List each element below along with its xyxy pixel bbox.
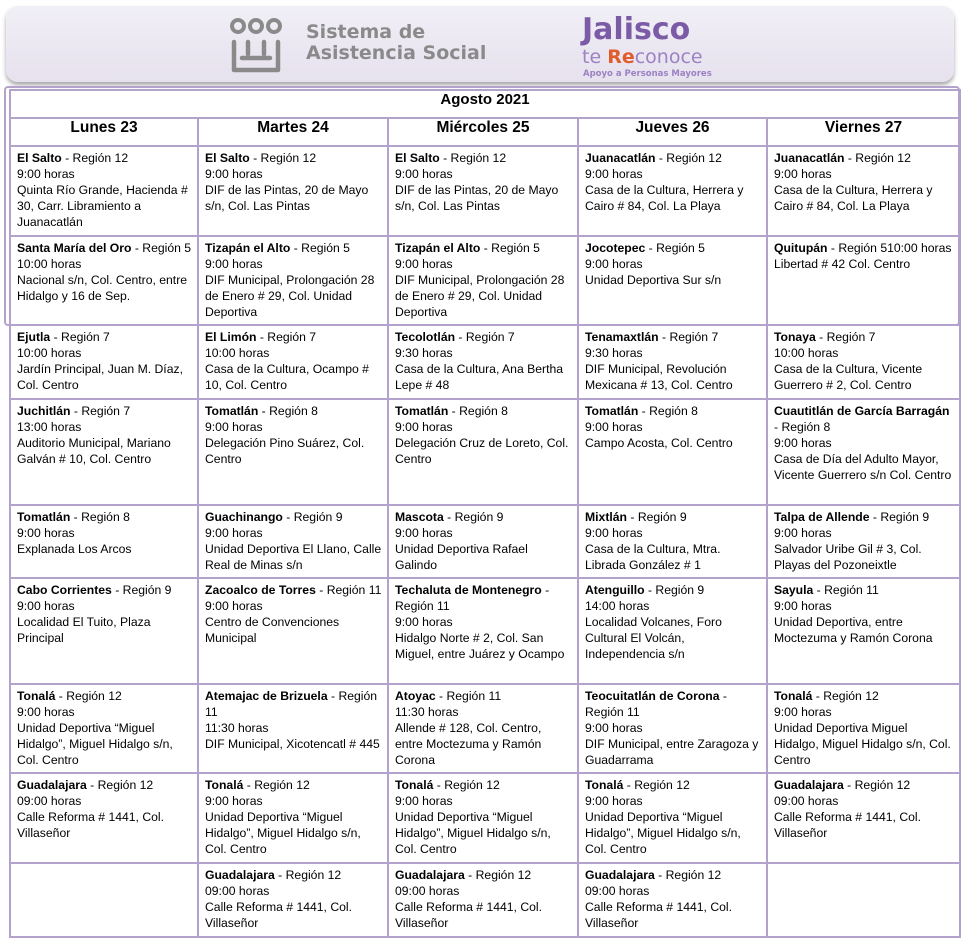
month-title: Agosto 2021 xyxy=(10,90,960,118)
event-heading xyxy=(585,403,761,419)
event-address: Unidad Deportiva Rafael Galindo xyxy=(395,542,528,572)
schedule-row xyxy=(10,684,960,773)
event-place: Guadalajara xyxy=(17,778,87,792)
event-time: 9:00 horas xyxy=(17,526,75,540)
event-address: Jardín Principal, Juan M. Díaz, Col. Centro xyxy=(17,362,183,392)
day-header-row xyxy=(10,118,960,146)
event-place: Mascota xyxy=(395,510,444,524)
day-header: Jueves 26 xyxy=(578,118,767,146)
event-time: 14:00 horas xyxy=(585,599,650,613)
event-heading xyxy=(395,867,572,883)
event-heading xyxy=(17,582,192,598)
day-header: Martes 24 xyxy=(198,118,388,146)
event-place: Tomatlán xyxy=(17,510,71,524)
event-address: Unidad Deportiva “Miguel Hidalgo”, Miguel Hidalgo s/n, Col. Centro xyxy=(17,721,173,767)
jalisco-logo-subtitle xyxy=(582,47,703,67)
event-address: Allende # 128, Col. Centro, entre Moctezuma y Ramón Corona xyxy=(395,721,542,767)
event-region: - Región 12 xyxy=(464,868,532,882)
event-time: 9:00 horas xyxy=(17,167,75,181)
event-place: Tomatlán xyxy=(395,404,449,418)
event-heading xyxy=(205,329,382,345)
jalisco-logo-title: Jalisco xyxy=(582,12,691,47)
event-address: Calle Reforma # 1441, Col. Villaseñor xyxy=(585,900,732,930)
event-region: - Región 12 xyxy=(61,151,129,165)
event-cell xyxy=(388,325,578,399)
event-time: 09:00 horas xyxy=(205,884,270,898)
event-time: 9:00 horas xyxy=(774,705,832,719)
event-region: - Región 12 xyxy=(86,778,154,792)
event-cell xyxy=(767,773,960,863)
event-cell xyxy=(767,684,960,773)
event-region: - Región 11 xyxy=(205,689,378,719)
event-region: - Región 8 xyxy=(774,420,831,434)
event-cell xyxy=(198,863,388,937)
event-heading xyxy=(395,582,572,614)
event-address: DIF Municipal, Prolongación 28 de Enero # 29, Col. Unidad Deportiva xyxy=(205,273,375,319)
event-cell xyxy=(578,505,767,578)
event-cell xyxy=(578,773,767,863)
event-cell xyxy=(10,773,198,863)
event-address: Unidad Deportiva “Miguel Hidalgo”, Miguel Hidalgo s/n, Col. Centro xyxy=(205,810,361,856)
event-address: Quinta Río Grande, Hacienda # 30, Carr. Libramiento a Juanacatlán xyxy=(17,183,188,229)
event-time: 9:00 horas xyxy=(17,705,75,719)
event-place: Guadalajara xyxy=(395,868,465,882)
event-region: - Región 12 xyxy=(843,778,911,792)
event-region: - Región 12 xyxy=(844,151,911,165)
event-place: Atoyac xyxy=(395,689,436,703)
event-heading xyxy=(585,509,761,525)
schedule-row xyxy=(10,863,960,937)
event-address: DIF Municipal, Revolución Mexicana # 13, Col. Centro xyxy=(585,362,733,392)
event-time: 9:00 horas xyxy=(395,526,453,540)
event-time: 9:00 horas xyxy=(585,526,643,540)
event-region: - Región 11 xyxy=(813,583,879,597)
event-address: Unidad Deportiva “Miguel Hidalgo”, Miguel Hidalgo s/n, Col. Centro xyxy=(585,810,741,856)
event-region: - Región 12 xyxy=(655,151,722,165)
event-heading xyxy=(585,240,761,256)
event-time: 9:00 horas xyxy=(585,721,643,735)
event-address: Centro de Convenciones Municipal xyxy=(205,615,340,645)
schedule-row xyxy=(10,325,960,399)
event-address: Nacional s/n, Col. Centro, entre Hidalgo y 16 de Sep. xyxy=(17,273,188,303)
event-region: - Región 7 xyxy=(70,404,131,418)
event-region: - Región 7 xyxy=(256,330,317,344)
event-address: Casa de la Cultura, Ana Bertha Lepe # 48 xyxy=(395,362,564,392)
event-time: 09:00 horas xyxy=(17,794,82,808)
event-time: 10:00 horas xyxy=(17,346,82,360)
event-place: Tenamaxtlán xyxy=(585,330,659,344)
event-address: Calle Reforma # 1441, Col. Villaseñor xyxy=(395,900,542,930)
event-time: 9:00 horas xyxy=(205,526,263,540)
event-time: 9:00 horas xyxy=(585,794,643,808)
event-region: - Región 11 xyxy=(395,583,550,613)
event-place: Jocotepec xyxy=(585,241,646,255)
event-cell xyxy=(10,863,198,937)
event-place: Guachinango xyxy=(205,510,283,524)
event-region: - Región 7 xyxy=(815,330,876,344)
event-address: DIF Municipal, Prolongación 28 de Enero # 29, Col. Unidad Deportiva xyxy=(395,273,565,319)
event-heading xyxy=(395,240,572,256)
subtitle-pre: te xyxy=(582,46,608,68)
event-cell xyxy=(10,684,198,773)
event-region: - Región 12 xyxy=(433,778,500,792)
event-address: Casa de la Cultura, Herrera y Cairo # 84, Col. La Playa xyxy=(585,183,744,213)
event-cell xyxy=(767,863,960,937)
event-heading xyxy=(774,688,954,704)
event-address: Delegación Cruz de Loreto, Col. Centro xyxy=(395,436,569,466)
event-heading xyxy=(17,688,192,704)
event-region: - Región 9 xyxy=(443,510,504,524)
event-address: Unidad Deportiva El Llano, Calle Real de Minas s/n xyxy=(205,542,382,572)
event-address: DIF Municipal, Xicotencatl # 445 xyxy=(205,737,380,751)
event-heading xyxy=(17,777,192,793)
event-place: Juanacatlán xyxy=(774,151,845,165)
event-region: - Región 11 xyxy=(585,689,727,719)
event-heading xyxy=(395,509,572,525)
event-region: - Región 9 xyxy=(111,583,172,597)
event-region: - Región 12 xyxy=(623,778,690,792)
event-address: DIF de las Pintas, 20 de Mayo s/n, Col. Las Pintas xyxy=(205,183,369,213)
event-heading xyxy=(205,150,382,166)
schedule-table xyxy=(9,89,961,938)
event-cell xyxy=(578,146,767,236)
event-time: 9:00 horas xyxy=(17,599,75,613)
event-heading xyxy=(774,777,954,793)
event-place: Santa María del Oro xyxy=(17,241,132,255)
event-cell xyxy=(10,578,198,684)
event-region: - Región 7 xyxy=(455,330,515,344)
schedule-row xyxy=(10,236,960,325)
event-heading xyxy=(395,777,572,793)
event-time: 10:00 horas xyxy=(205,346,270,360)
event-region: - Región 9 xyxy=(644,583,705,597)
event-region: - Región 5 xyxy=(131,241,192,255)
event-region: - Región 11 xyxy=(435,689,502,703)
event-place: Tomatlán xyxy=(205,404,259,418)
event-region: - Región 12 xyxy=(243,778,310,792)
event-region: - Región 5 xyxy=(480,241,540,255)
event-place: El Salto xyxy=(205,151,250,165)
dif-logo-text xyxy=(306,22,486,64)
event-region: - Región 8 xyxy=(258,404,318,418)
event-place: Juchitlán xyxy=(17,404,71,418)
event-heading xyxy=(17,150,192,166)
event-address: Calle Reforma # 1441, Col. Villaseñor xyxy=(205,900,352,930)
event-place: Guadalajara xyxy=(205,868,275,882)
event-address: Explanada Los Arcos xyxy=(17,542,132,556)
event-heading xyxy=(774,329,954,345)
event-region: - Región 5 xyxy=(290,241,350,255)
event-region: - Región 8 xyxy=(70,510,130,524)
dif-logo-icon xyxy=(228,16,284,74)
event-heading xyxy=(205,509,382,525)
event-address: Casa de la Cultura, Ocampo # 10, Col. Centro xyxy=(205,362,369,392)
event-place: Atemajac de Brizuela xyxy=(205,689,328,703)
event-cell xyxy=(198,505,388,578)
header-banner xyxy=(6,6,954,82)
event-time: 10:00 horas xyxy=(774,346,839,360)
event-region: - Región 9 xyxy=(282,510,343,524)
event-cell xyxy=(578,236,767,325)
event-place: Tizapán el Alto xyxy=(205,241,291,255)
event-time: 9:30 horas xyxy=(395,346,453,360)
event-address: DIF Municipal, entre Zaragoza y Guadarrama xyxy=(585,737,759,767)
event-heading xyxy=(205,688,382,720)
schedule-row xyxy=(10,399,960,505)
event-region: - Región 9 xyxy=(869,510,930,524)
event-cell xyxy=(767,399,960,505)
event-place: Techaluta de Montenegro xyxy=(395,583,542,597)
event-heading xyxy=(17,509,192,525)
event-time: 9:00 horas xyxy=(774,526,832,540)
event-address: Unidad Deportiva “Miguel Hidalgo”, Miguel Hidalgo s/n, Col. Centro xyxy=(395,810,551,856)
event-region: - Región 8 xyxy=(638,404,698,418)
event-heading xyxy=(774,150,954,166)
event-cell xyxy=(198,773,388,863)
event-place: Guadalajara xyxy=(585,868,655,882)
event-address: Libertad # 42 Col. Centro xyxy=(774,257,911,271)
event-cell xyxy=(767,325,960,399)
event-heading xyxy=(395,150,572,166)
event-place: El Limón xyxy=(205,330,257,344)
event-place: Tonalá xyxy=(774,689,813,703)
event-cell xyxy=(388,399,578,505)
event-cell xyxy=(578,863,767,937)
event-cell xyxy=(767,578,960,684)
event-address: DIF de las Pintas, 20 de Mayo s/n, Col. Las Pintas xyxy=(395,183,559,213)
event-time: 9:00 horas xyxy=(395,794,453,808)
event-place: El Salto xyxy=(17,151,62,165)
event-cell xyxy=(388,578,578,684)
event-time: 9:00 horas xyxy=(395,257,453,271)
event-heading xyxy=(585,150,761,166)
event-cell xyxy=(10,236,198,325)
event-heading xyxy=(774,509,954,525)
event-cell xyxy=(578,684,767,773)
event-cell xyxy=(10,399,198,505)
schedule-row xyxy=(10,505,960,578)
event-time: 9:00 horas xyxy=(205,420,263,434)
event-cell xyxy=(198,578,388,684)
event-address: Calle Reforma # 1441, Col. Villaseñor xyxy=(17,810,164,840)
event-heading xyxy=(774,240,954,256)
event-time: 09:00 horas xyxy=(395,884,460,898)
event-heading xyxy=(205,582,382,598)
event-cell xyxy=(10,505,198,578)
event-cell xyxy=(198,236,388,325)
event-cell xyxy=(388,863,578,937)
event-heading xyxy=(395,329,572,345)
event-heading xyxy=(17,329,192,345)
event-place: Cabo Corrientes xyxy=(17,583,112,597)
event-address: Unidad Deportiva, entre Moctezuma y Ramón Corona xyxy=(774,615,933,645)
event-cell xyxy=(198,146,388,236)
event-place: Sayula xyxy=(774,583,814,597)
event-heading xyxy=(205,867,382,883)
subtitle-highlight: Re xyxy=(607,46,635,68)
event-cell xyxy=(10,146,198,236)
event-heading xyxy=(585,688,761,720)
event-address: Casa de la Cultura, Vicente Guerrero # 2, Col. Centro xyxy=(774,362,923,392)
event-cell xyxy=(388,505,578,578)
event-cell xyxy=(578,325,767,399)
event-place: Cuautitlán de García Barragán xyxy=(774,404,950,418)
event-place: Quitupán xyxy=(774,241,828,255)
event-time: 9:00 horas xyxy=(205,167,263,181)
event-cell xyxy=(198,399,388,505)
event-heading xyxy=(205,403,382,419)
event-time: 13:00 horas xyxy=(17,420,82,434)
event-address: Hidalgo Norte # 2, Col. San Miguel, entre Juárez y Ocampo xyxy=(395,631,565,661)
event-time: 09:00 horas xyxy=(585,884,650,898)
event-address: Casa de la Cultura, Herrera y Cairo # 84, Col. La Playa xyxy=(774,183,933,213)
event-address: Delegación Pino Suárez, Col. Centro xyxy=(205,436,365,466)
event-cell xyxy=(198,325,388,399)
event-region: - Región 11 xyxy=(315,583,382,597)
schedule-body xyxy=(10,146,960,937)
event-address: Calle Reforma # 1441, Col. Villaseñor xyxy=(774,810,921,840)
event-region: - Región 12 xyxy=(249,151,317,165)
jalisco-logo-tagline: Apoyo a Personas Mayores xyxy=(583,69,712,79)
logo-line-1: Sistema de xyxy=(306,21,426,43)
event-region: - Región 510:00 horas xyxy=(827,241,952,255)
event-time: 9:00 horas xyxy=(395,167,453,181)
event-time: 11:30 horas xyxy=(395,705,459,719)
event-time: 9:30 horas xyxy=(585,346,643,360)
event-heading xyxy=(774,582,954,598)
event-address: Salvador Uribe Gil # 3, Col. Playas del Pozoneixtle xyxy=(774,542,922,572)
event-place: Zacoalco de Torres xyxy=(205,583,316,597)
event-place: Mixtlán xyxy=(585,510,627,524)
event-heading xyxy=(395,688,572,704)
event-cell xyxy=(198,684,388,773)
logo-line-2: Asistencia Social xyxy=(306,42,487,64)
event-time: 9:00 horas xyxy=(585,167,643,181)
event-place: Tonalá xyxy=(395,778,434,792)
event-time: 9:00 horas xyxy=(205,257,263,271)
event-address: Localidad Volcanes, Foro Cultural El Volcán, Independencia s/n xyxy=(585,615,722,661)
event-place: Tecolotlán xyxy=(395,330,456,344)
event-time: 9:00 horas xyxy=(205,599,263,613)
event-heading xyxy=(17,240,192,256)
event-time: 9:00 horas xyxy=(774,436,832,450)
event-address: Casa de la Cultura, Mtra. Librada González # 1 xyxy=(585,542,721,572)
event-place: Tonalá xyxy=(585,778,624,792)
event-place: El Salto xyxy=(395,151,440,165)
event-address: Casa de Día del Adulto Mayor, Vicente Guerrero s/n Col. Centro xyxy=(774,452,952,482)
event-cell xyxy=(388,146,578,236)
day-header: Viernes 27 xyxy=(767,118,960,146)
event-cell xyxy=(767,505,960,578)
event-time: 9:00 horas xyxy=(395,420,453,434)
event-time: 9:00 horas xyxy=(774,599,832,613)
event-address: Campo Acosta, Col. Centro xyxy=(585,436,733,450)
event-place: Teocuitatlán de Corona xyxy=(585,689,720,703)
event-time: 11:30 horas xyxy=(205,721,269,735)
event-cell xyxy=(388,684,578,773)
event-time: 9:00 horas xyxy=(395,615,453,629)
event-cell xyxy=(767,146,960,236)
event-place: Juanacatlán xyxy=(585,151,656,165)
event-heading xyxy=(585,329,761,345)
event-time: 10:00 horas xyxy=(17,257,82,271)
event-cell xyxy=(10,325,198,399)
day-header: Miércoles 25 xyxy=(388,118,578,146)
event-region: - Región 12 xyxy=(439,151,507,165)
event-cell xyxy=(388,773,578,863)
schedule-row xyxy=(10,773,960,863)
event-time: 9:00 horas xyxy=(774,167,832,181)
event-place: Guadalajara xyxy=(774,778,844,792)
event-cell xyxy=(578,399,767,505)
event-region: - Región 12 xyxy=(654,868,722,882)
event-place: Tonalá xyxy=(17,689,56,703)
event-heading xyxy=(205,777,382,793)
event-address: Unidad Deportiva Miguel Hidalgo, Miguel Hidalgo s/n, Col. Centro xyxy=(774,721,951,767)
day-header: Lunes 23 xyxy=(10,118,198,146)
event-heading xyxy=(17,403,192,419)
subtitle-post: conoce xyxy=(634,46,703,68)
schedule-row xyxy=(10,578,960,684)
event-cell xyxy=(578,578,767,684)
event-address: Unidad Deportiva Sur s/n xyxy=(585,273,722,287)
event-cell xyxy=(388,236,578,325)
event-region: - Región 5 xyxy=(645,241,705,255)
event-place: Tizapán el Alto xyxy=(395,241,481,255)
event-address: Auditorio Municipal, Mariano Galván # 10, Col. Centro xyxy=(17,436,171,466)
event-place: Tomatlán xyxy=(585,404,639,418)
event-region: - Región 7 xyxy=(50,330,110,344)
event-heading xyxy=(585,582,761,598)
event-cell xyxy=(767,236,960,325)
event-time: 9:00 horas xyxy=(205,794,263,808)
event-time: 9:00 horas xyxy=(585,420,643,434)
event-region: - Región 7 xyxy=(658,330,719,344)
event-heading xyxy=(585,777,761,793)
event-place: Atenguillo xyxy=(585,583,645,597)
schedule-row xyxy=(10,146,960,236)
event-heading xyxy=(205,240,382,256)
event-time: 09:00 horas xyxy=(774,794,839,808)
event-region: - Región 12 xyxy=(812,689,879,703)
event-heading xyxy=(585,867,761,883)
event-place: Ejutla xyxy=(17,330,51,344)
event-time: 9:00 horas xyxy=(585,257,643,271)
event-place: Tonalá xyxy=(205,778,244,792)
event-region: - Región 8 xyxy=(448,404,508,418)
event-region: - Región 12 xyxy=(274,868,342,882)
event-heading xyxy=(774,403,954,435)
event-address: Localidad El Tuito, Plaza Principal xyxy=(17,615,151,645)
event-place: Talpa de Allende xyxy=(774,510,870,524)
event-heading xyxy=(395,403,572,419)
event-region: - Región 9 xyxy=(626,510,687,524)
event-place: Tonaya xyxy=(774,330,816,344)
event-region: - Región 12 xyxy=(55,689,122,703)
